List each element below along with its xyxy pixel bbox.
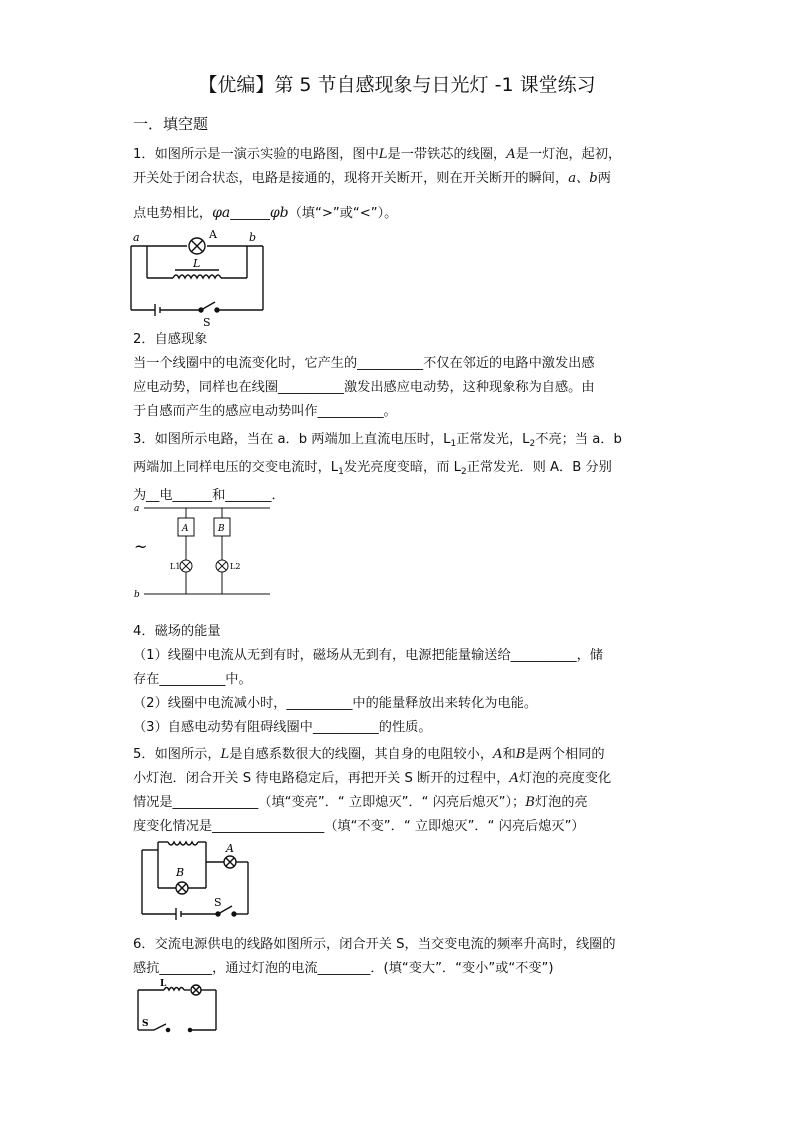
question-6-text: 6．交流电源供电的线路如图所示，闭合开关 S，当交变电流的频率升高时，线圈的 感抗________，通过灯泡的电流________．(填“变大”．“变小”或“不变”) <box>133 937 616 976</box>
switch-icon <box>201 302 215 310</box>
label-B: B <box>218 524 225 534</box>
question-4-text: 4．磁场的能量 （1）线圈中电流从无到有时，磁场从无到有，电源把能量输送给__________，储 存在__________中。 （2）线圈中电流减小时，__________中的能量释放出来转化为电能。 （3）自感电动势有阻碍线圈中__________的性质。 <box>133 624 603 735</box>
question-3-text: 3．如图所示电路，当在 a．b 两端加上直流电压时，$L_1$正常发光，$L_2$不亮；当 a．b 两端加上同样电压的交变电流时，$L_1$发光亮度变暗，而 $L_2$正常发光．则 A．B 分别 为__电______和_______． <box>133 432 622 503</box>
label-A: A <box>226 842 234 855</box>
coil-icon <box>173 275 221 278</box>
label-L: L <box>193 257 201 270</box>
label-S: S <box>214 896 222 909</box>
question-2-text: 2．自感现象 当一个线圈中的电流变化时，它产生的__________不仅在邻近的电路中激发出感 应电动势，同样也在线圈__________激发出感应电动势，这种现象称为自感。由 于自感而产生的感应电动势叫作__________。 <box>133 332 595 419</box>
question-5-text: 5．如图所示，L是自感系数很大的线圈，其自身的电阻较小，A和B是两个相同的 小灯泡．闭合开关 S 待电路稳定后，再把开关 S 断开的过程中，A灯泡的亮度变化 情况是_____________（填“变亮”．“ 立即熄灭”．“ 闪亮后熄灭”）；B灯泡的亮 度变化情况是_________________（填“不变”．“ 立即熄灭”．“ 闪亮后熄灭”） <box>133 747 612 834</box>
circuit-figure-3 <box>130 500 270 600</box>
circuit-figure-5 <box>136 838 256 920</box>
coil-icon <box>164 988 184 991</box>
label-b: b <box>249 231 257 244</box>
ac-source-icon: ~ <box>134 537 148 556</box>
label-B: B <box>176 866 185 879</box>
circuit-figure-6 <box>132 978 222 1036</box>
question-1-text: 1．如图所示是一演示实验的电路图，图中L是一带铁芯的线圈，A是一灯泡，起初， 开关处于闭合状态，电路是接通的，现将开关断开，则在开关断开的瞬间，a、b两 <box>133 147 622 186</box>
label-L2: L2 <box>230 562 241 571</box>
label-a: a <box>134 504 140 514</box>
circuit-figure-1 <box>125 228 275 328</box>
label-a: a <box>133 231 140 244</box>
label-L1: L1 <box>170 562 181 571</box>
section-heading: 一．填空题 <box>133 115 209 133</box>
label-b: b <box>134 590 140 600</box>
switch-icon <box>154 1024 166 1030</box>
label-A: A <box>209 228 217 241</box>
coil-icon <box>168 842 198 845</box>
label-L: L <box>160 979 167 989</box>
label-S: S <box>142 1019 149 1029</box>
label-S: S <box>203 316 211 328</box>
question-1-text-line3: 点电势相比，φa______φb（填“>”或“<”）。 <box>133 205 398 221</box>
label-A: A <box>182 524 189 534</box>
page-title: 【优编】第 5 节自感现象与日光灯 -1 课堂练习 <box>198 74 596 96</box>
